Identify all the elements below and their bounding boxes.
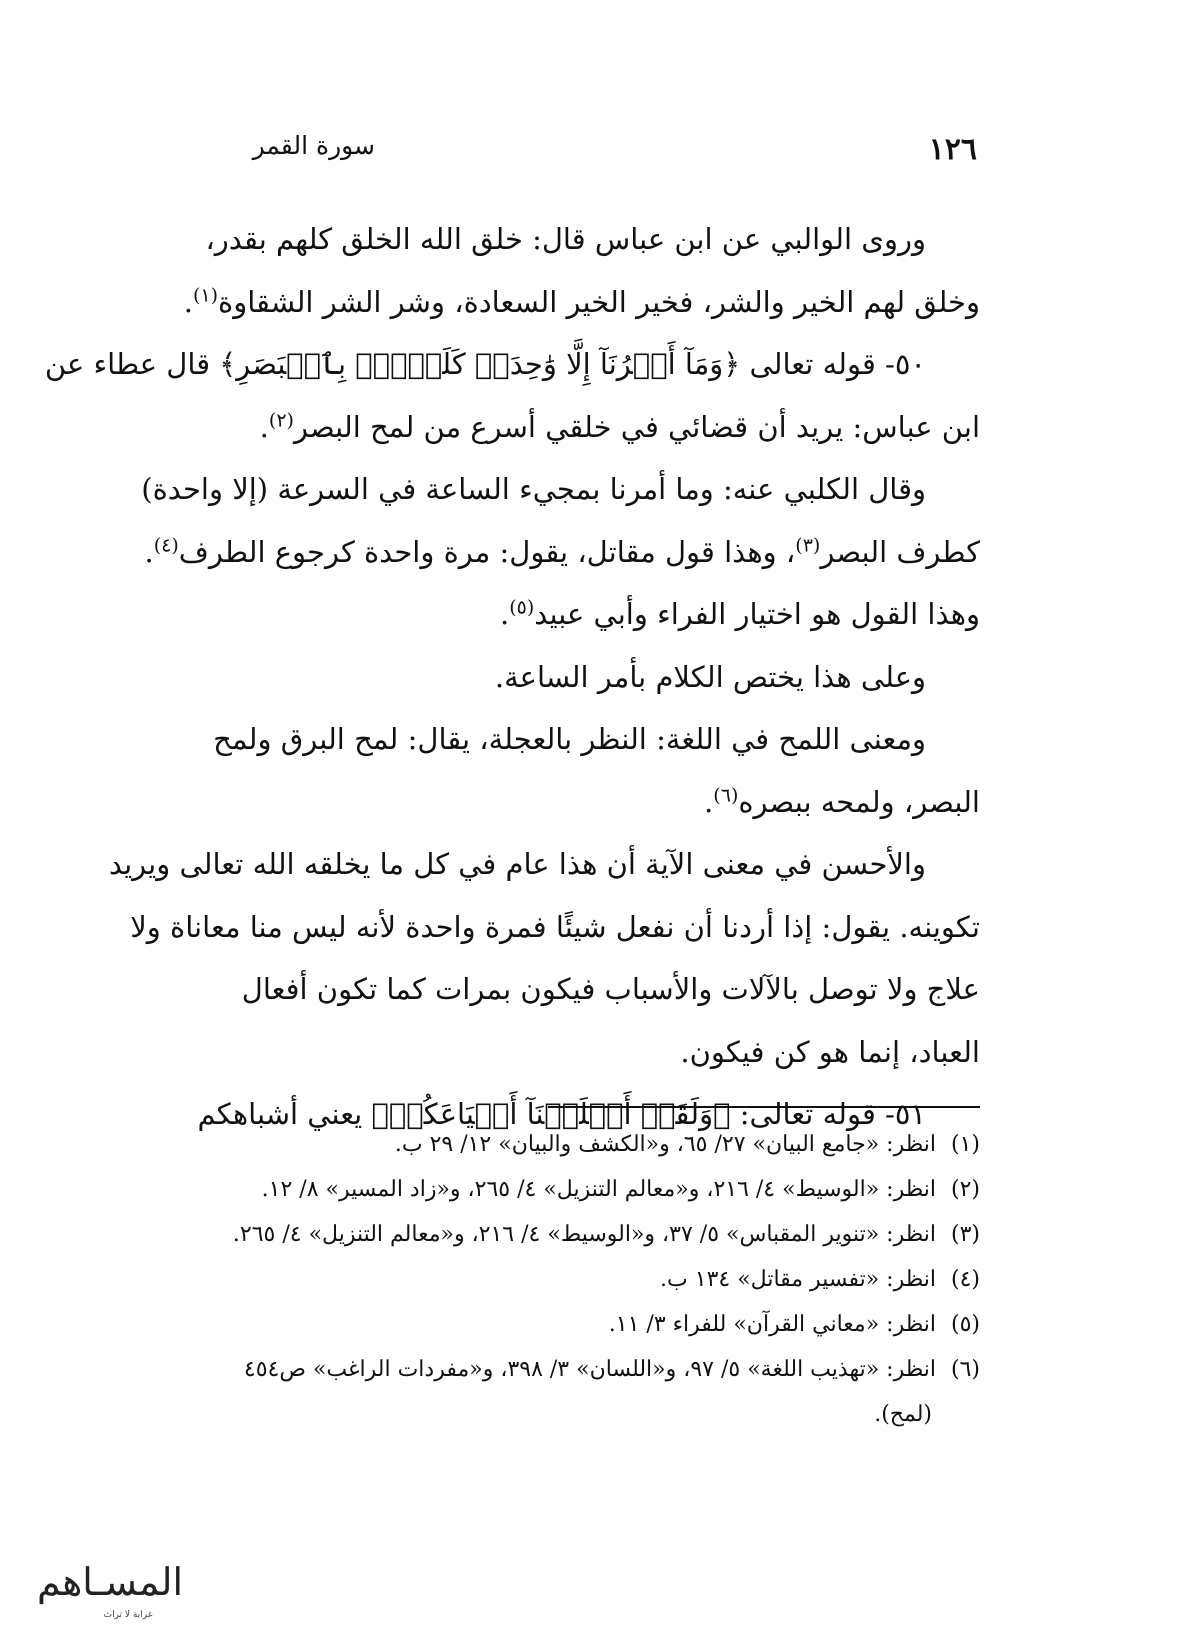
stamp-text: المسـاهم xyxy=(36,1560,184,1604)
footnote-item xyxy=(145,1212,980,1257)
text-line: وروى الوالبي عن ابن عباس قال: خلق الله الخلق كلهم بقدر، xyxy=(205,222,926,256)
footnote-text: انظر: «تنوير المقباس» ٥/ ٣٧، و«الوسيط» ٤/ ٢١٦، و«معالم التنزيل» ٤/ ٢٦٥. xyxy=(232,1222,936,1247)
paragraph-5 xyxy=(150,708,980,833)
footnote-number: (٤) xyxy=(950,1267,980,1292)
footnote-marker[interactable]: (٢) xyxy=(268,408,294,431)
footnote-continuation: (لمح). xyxy=(874,1402,932,1427)
text-run: . xyxy=(144,534,154,569)
text-line: ومعنى اللمح في اللغة: النظر بالعجلة، يقال: لمح البرق ولمح xyxy=(213,722,926,756)
footnote-marker[interactable]: (٥) xyxy=(509,596,535,619)
text-run: قال عطاء عن xyxy=(44,347,220,381)
text-run: . xyxy=(259,409,269,444)
paragraph-1 xyxy=(150,208,980,333)
text-line: تكوينه. يقول: إذا أردنا أن نفعل شيئًا فمرة واحدة لأنه ليس منا معاناة ولا xyxy=(130,909,980,944)
stamp-subtext: غرابة لا تراث xyxy=(103,1610,153,1620)
quran-verse: ﴿وَمَآ أَمۡرُنَآ إِلَّا وَٰحِدَةٞ كَلَمۡحِۭ بِٱلۡبَصَرِ﴾ xyxy=(219,347,741,381)
text-run: . xyxy=(704,784,714,819)
text-line xyxy=(150,771,980,834)
footnote-text: انظر: «معاني القرآن» للفراء ٣/ ١١. xyxy=(608,1312,936,1337)
footnote-item xyxy=(145,1257,980,1302)
footnote-marker[interactable]: (١) xyxy=(192,283,219,306)
footnote-item xyxy=(145,1302,980,1347)
text-line: علاج ولا توصل بالآلات والأسباب فيكون بمرات كما تكون أفعال xyxy=(241,972,980,1006)
text-line: وعلى هذا يختص الكلام بأمر الساعة. xyxy=(494,659,926,694)
text-line: والأحسن في معنى الآية أن هذا عام في كل ما يخلقه الله تعالى ويريد xyxy=(108,847,926,881)
text-run: وخلق لهم الخير والشر، فخير الخير السعادة، وشر الشر الشقاوة xyxy=(218,284,980,319)
page-number: ١٢٦ xyxy=(928,132,977,167)
footnote-marker[interactable]: (٦) xyxy=(713,783,739,806)
footnote-number: (٢) xyxy=(950,1177,980,1202)
footnote-number: (٦) xyxy=(950,1357,980,1382)
paragraph-2 xyxy=(44,333,980,458)
footnote-item xyxy=(145,1167,980,1212)
footnote-number: (١) xyxy=(950,1132,980,1157)
text-line: العباد، إنما هو كن فيكون. xyxy=(680,1034,980,1069)
text-run: وهذا القول هو اختيار الفراء وأبي عبيد xyxy=(534,597,980,631)
footnote-text: انظر: «جامع البيان» ٢٧/ ٦٥، و«الكشف والبيان» ١٢/ ٢٩ ب. xyxy=(394,1132,936,1157)
footnote-number: (٥) xyxy=(950,1312,980,1337)
text-run: ، وهذا قول مقاتل، يقول: مرة واحدة كرجوع الطرف xyxy=(178,534,796,569)
footnote-item xyxy=(145,1347,980,1392)
text-run: يعني أشباهكم xyxy=(197,1097,372,1131)
text-run: ابن عباس: يريد أن قضائي في خلقي أسرع من لمح البصر xyxy=(293,409,980,444)
text-line xyxy=(44,333,980,396)
footnote-separator xyxy=(548,1106,980,1108)
quran-verse: ﴿وَلَقَدۡ أَهۡلَكۡنَآ أَشۡيَاعَكُمۡ﴾ xyxy=(371,1097,731,1131)
footnote-marker[interactable]: (٤) xyxy=(153,533,179,556)
footnotes xyxy=(145,1122,980,1437)
text-run: . xyxy=(500,597,510,631)
paragraph-3 xyxy=(141,458,980,646)
text-line xyxy=(144,521,980,584)
text-run: . xyxy=(183,284,193,319)
footnote-text: انظر: «تهذيب اللغة» ٥/ ٩٧، و«اللسان» ٣/ ٣٩٨، و«مفردات الراغب» ص٤٥٤ xyxy=(243,1357,936,1382)
verse-number: ٥١- قوله تعالى: xyxy=(730,1097,926,1131)
text-line xyxy=(150,583,980,646)
text-line: وقال الكلبي عنه: وما أمرنا بمجيء الساعة في السرعة (إلا واحدة) xyxy=(141,472,926,506)
footnote-item xyxy=(145,1122,980,1167)
paragraph-4 xyxy=(150,646,980,709)
text-line xyxy=(150,271,980,334)
footnote-number: (٣) xyxy=(950,1222,980,1247)
verse-number: ٥٠- قوله تعالى xyxy=(740,347,926,381)
publisher-stamp-logo xyxy=(20,1545,200,1625)
text-line xyxy=(150,396,980,459)
paragraph-6 xyxy=(108,833,980,1083)
footnote-marker[interactable]: (٣) xyxy=(795,533,821,556)
running-title: سورة القمر xyxy=(252,131,375,160)
text-run: البصر، ولمحه ببصره xyxy=(738,784,980,819)
body-text xyxy=(44,208,980,1146)
text-run: كطرف البصر xyxy=(820,534,980,569)
footnote-text: انظر: «الوسيط» ٤/ ٢١٦، و«معالم التنزيل» ٤/ ٢٦٥، و«زاد المسير» ٨/ ١٢. xyxy=(261,1177,936,1202)
footnote-text: انظر: «تفسير مقاتل» ١٣٤ ب. xyxy=(660,1267,936,1292)
